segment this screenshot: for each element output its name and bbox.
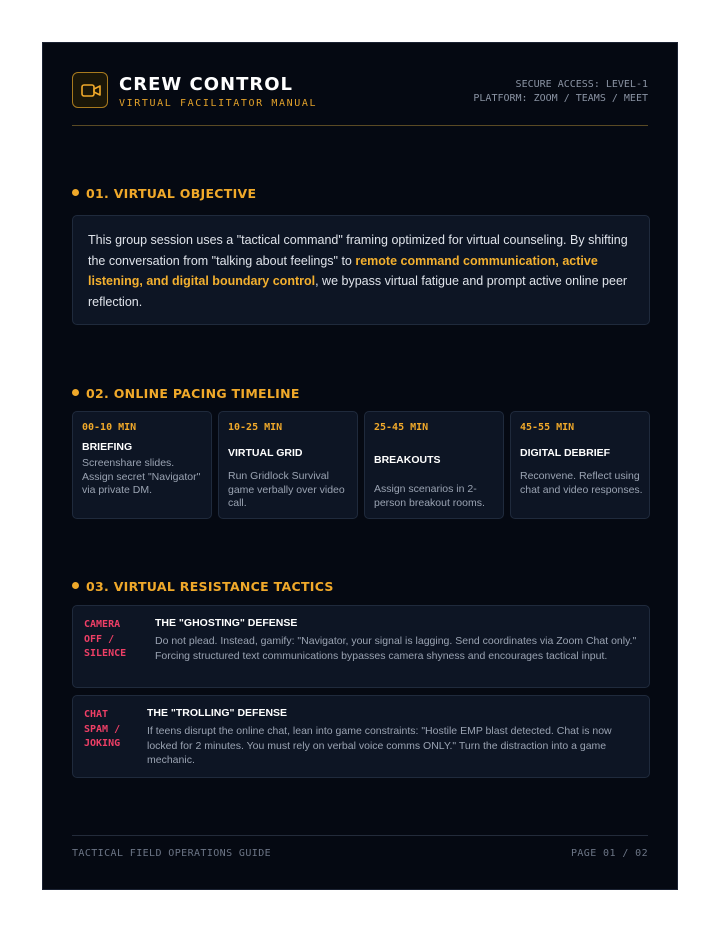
- timeline-desc: Screenshare slides. Assign secret "Navigator" via private DM.: [82, 457, 201, 496]
- header-meta: [473, 78, 648, 106]
- objective-highlight: remote command communication, active listening, and digital boundary control: [88, 253, 598, 288]
- tactic-card: [72, 605, 650, 688]
- tactic-desc: If teens disrupt the online chat, lean into game constraints: "Hostile EMP blast detected. Chat is now locked for 2 minutes. You must rely on verbal voice comms ONLY." Turn the distraction into a game mechanic.: [147, 725, 612, 766]
- timeline-time: 10-25 MIN: [228, 422, 283, 433]
- footer-divider: [72, 835, 648, 836]
- objective-text: This group session uses a "tactical command" framing optimized for virtual counseling. By shifting the conversation from "talking about feelings" to remote command communication, active listening, and digital boundary control, we bypass virtual fatigue and prompt active online peer reflection.: [88, 233, 628, 309]
- tactic-title: THE "GHOSTING" DEFENSE: [155, 617, 298, 629]
- section-heading-timeline: 02. ONLINE PACING TIMELINE: [72, 385, 300, 401]
- tactic-card: [72, 695, 650, 778]
- timeline-title: BREAKOUTS: [374, 454, 441, 466]
- brand-title: CREW CONTROL: [119, 74, 293, 95]
- timeline-card: [510, 411, 650, 519]
- timeline-title: DIGITAL DEBRIEF: [520, 447, 611, 459]
- access-level: SECURE ACCESS: LEVEL-1: [515, 79, 648, 90]
- timeline-time: 25-45 MIN: [374, 422, 429, 433]
- section-heading-tactics: 03. VIRTUAL RESISTANCE TACTICS: [72, 578, 334, 594]
- timeline-card: [218, 411, 358, 519]
- timeline-title: BRIEFING: [82, 441, 133, 453]
- objective-card: [72, 215, 650, 325]
- tactic-trigger-label: CHAT SPAM / JOKING: [84, 709, 121, 749]
- timeline-card: [364, 411, 504, 519]
- bullet-dot-icon: [72, 389, 79, 396]
- manual-page: [42, 42, 678, 890]
- logo-badge: [72, 72, 108, 108]
- timeline-card: [72, 411, 212, 519]
- timeline-time: 45-55 MIN: [520, 422, 575, 433]
- timeline-desc: Reconvene. Reflect using chat and video responses.: [520, 470, 643, 496]
- header-divider: [72, 125, 648, 126]
- bullet-dot-icon: [72, 189, 79, 196]
- tactic-desc: Do not plead. Instead, gamify: "Navigator, your signal is lagging. Send coordinates via Zoom Chat only." Forcing structured text communications bypasses camera shyness and encourages tactical input.: [155, 635, 637, 662]
- timeline-desc: Run Gridlock Survival game verbally over video call.: [228, 470, 345, 509]
- timeline-title: VIRTUAL GRID: [228, 447, 303, 459]
- footer-page-number: PAGE 01 / 02: [570, 848, 648, 859]
- tactic-trigger-label: CAMERA OFF / SILENCE: [84, 619, 127, 659]
- timeline-desc: Assign scenarios in 2-person breakout rooms.: [374, 483, 485, 509]
- platform-list: PLATFORM: ZOOM / TEAMS / MEET: [473, 93, 648, 104]
- timeline-time: 00-10 MIN: [82, 422, 137, 433]
- footer-guide-title: TACTICAL FIELD OPERATIONS GUIDE: [72, 848, 272, 859]
- bullet-dot-icon: [72, 582, 79, 589]
- tactic-title: THE "TROLLING" DEFENSE: [147, 707, 288, 719]
- brand-subtitle: VIRTUAL FACILITATOR MANUAL: [119, 98, 318, 109]
- section-heading-objective: 01. VIRTUAL OBJECTIVE: [72, 185, 256, 201]
- video-camera-icon: [81, 83, 101, 98]
